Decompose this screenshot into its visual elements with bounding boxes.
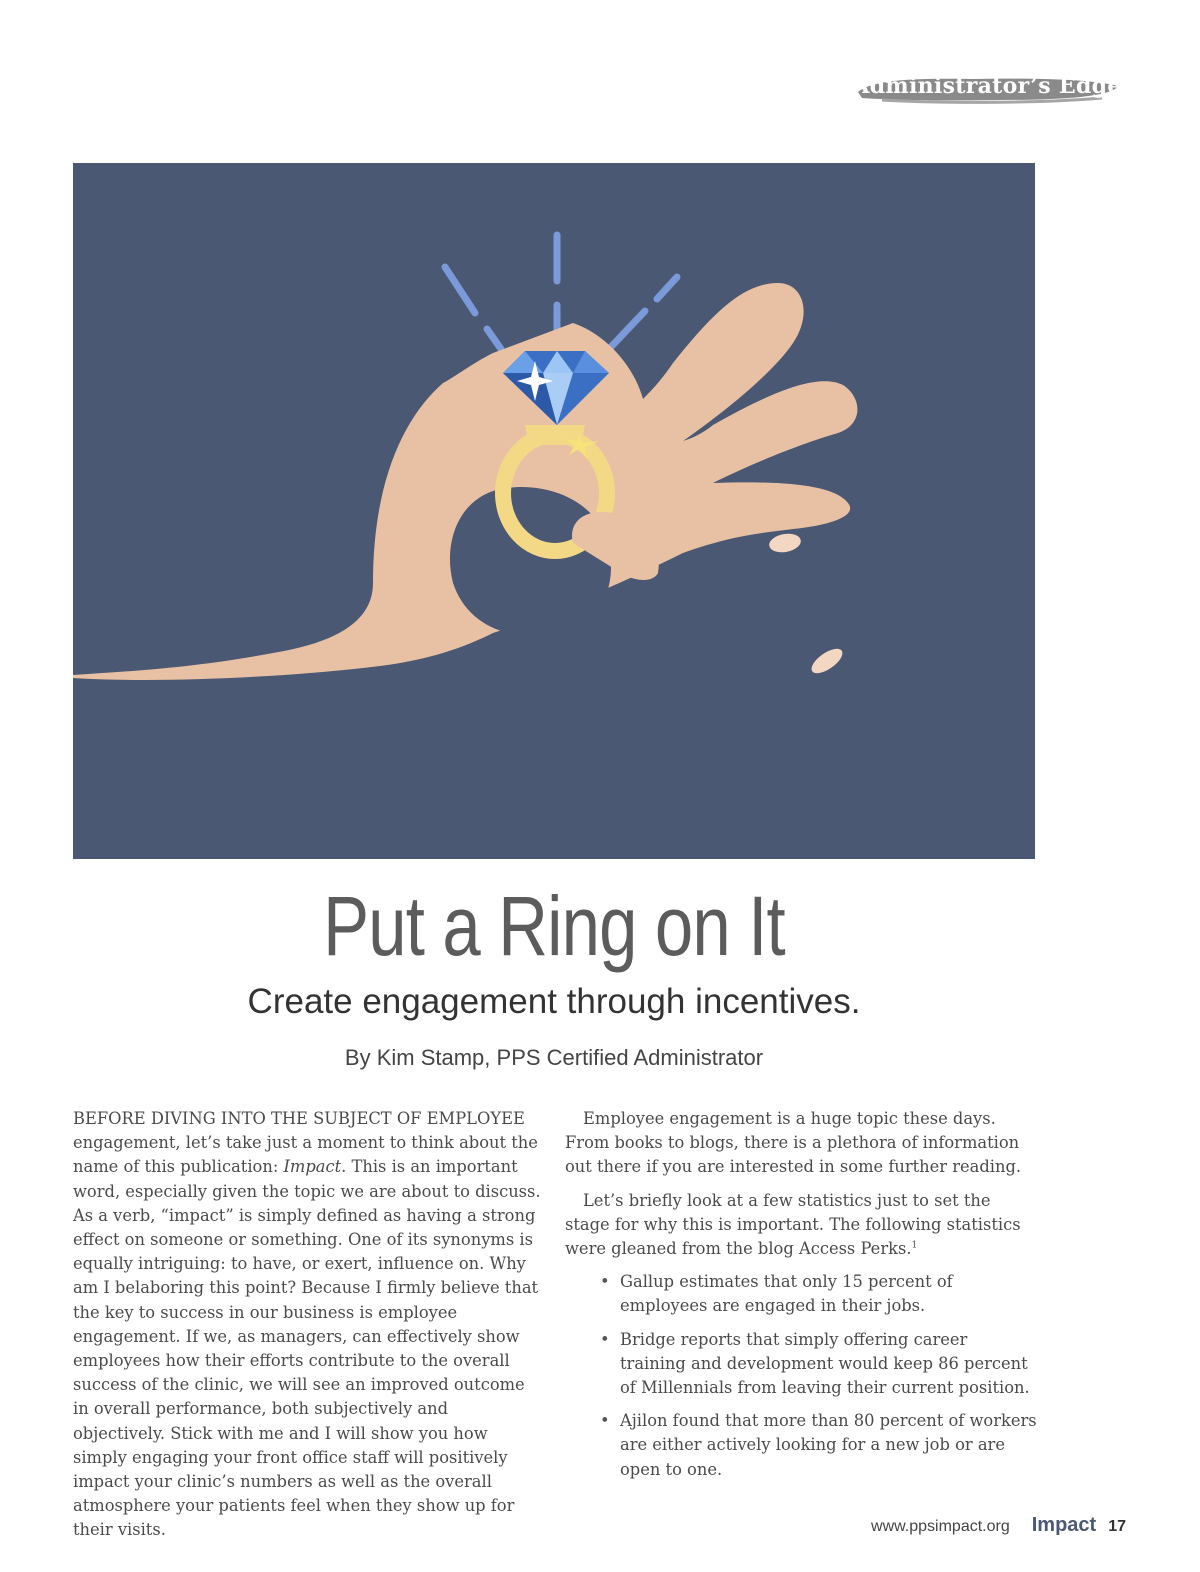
list-item: • Ajilon found that more than 80 percent of workers are either actively looking for a new job or are open to one. (600, 1409, 1037, 1482)
left-column (73, 1107, 543, 1552)
intro-paragraph (73, 1107, 543, 1543)
statistics-list (565, 1270, 1037, 1482)
statistics-text: Let’s briefly look at a few statistics just to set the stage for why this is important. The following statistics were gleaned from the blog Access Perks. (565, 1190, 1021, 1259)
intro-text-1: engagement, let’s take just a moment to think about the name of this publication: (73, 1133, 538, 1177)
list-item: • Bridge reports that simply offering career training and development would keep 86 percent of Millennials from leaving their current position. (600, 1328, 1037, 1401)
section-tag-label: Administrator’s Edge (852, 73, 1122, 99)
paragraph-statistics (565, 1189, 1037, 1262)
article-subtitle: Create engagement through incentives. (247, 982, 861, 1021)
page-number: 17 (1108, 1518, 1126, 1535)
footer-url[interactable]: www.ppsimpact.org (871, 1518, 1010, 1535)
lead-caps: BEFORE DIVING INTO THE SUBJECT OF EMPLOYEE (73, 1109, 525, 1128)
footnote-marker: 1 (911, 1240, 918, 1251)
section-tag (852, 70, 1122, 106)
list-item: • Gallup estimates that only 15 percent of employees are engaged in their jobs. (600, 1270, 1037, 1318)
paragraph-engagement: Employee engagement is a huge topic these days. From books to blogs, there is a plethora of information out there if you are interested in some further reading. (565, 1109, 1022, 1177)
hero-illustration (73, 163, 1035, 859)
right-column (565, 1107, 1037, 1491)
hand-icon (73, 283, 857, 680)
intro-text-2: . This is an important word, especially given the topic we are about to discuss. As a verb, “impact” is simply defined as having a strong effect on someone or something. One of its synonyms is equally intriguing: to have, or exert, influence on. Why am I belaboring this point? Because I firmly believe that the key to success in our business is employee engagement. If we, as managers, can effectively show employees how their efforts contribute to the overall success of the clinic, we will see an improved outcome in overall performance, both subjectively and objectively. Stick with me and I will show you how simply engaging your front office staff will positively impact your clinic’s numbers as well as the overall atmosphere your patients feel when they show up for their visits. (73, 1157, 541, 1540)
article-title: Put a Ring on It (323, 879, 785, 973)
publication-name: Impact (283, 1157, 342, 1177)
page-footer (871, 1514, 1126, 1537)
footer-magazine: Impact (1031, 1514, 1097, 1536)
article-byline: By Kim Stamp, PPS Certified Administrator (344, 1045, 764, 1070)
